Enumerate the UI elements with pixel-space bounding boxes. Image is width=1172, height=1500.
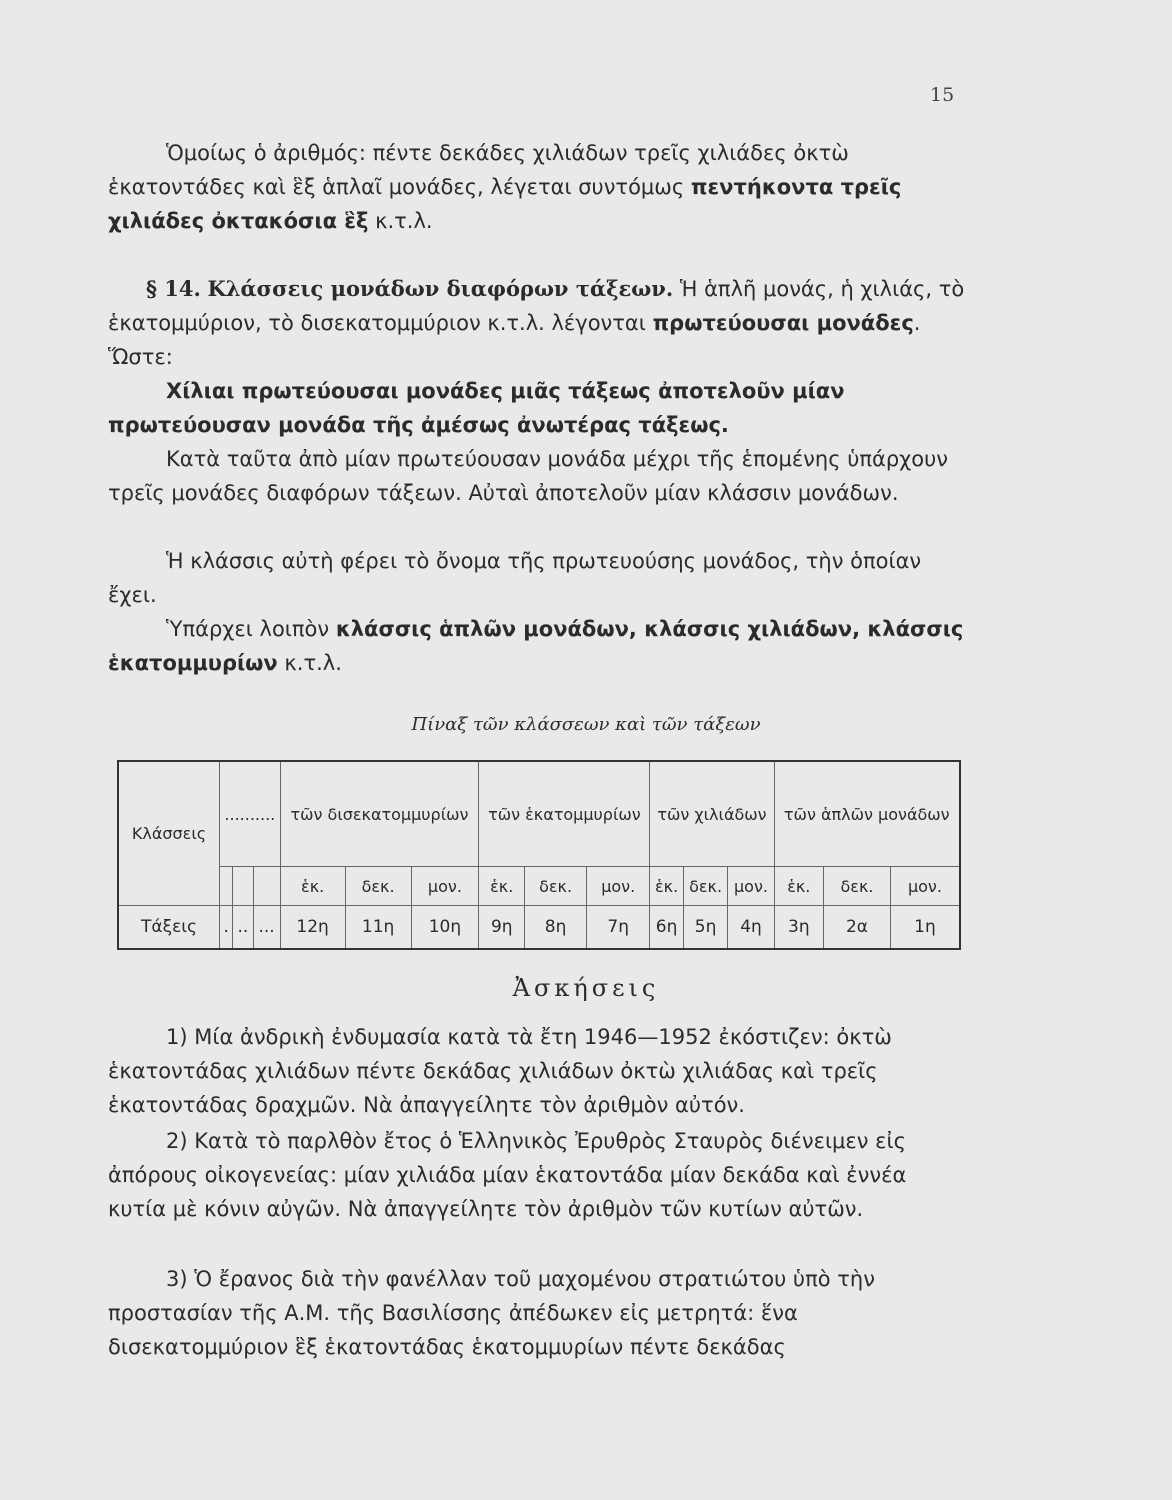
order-cell: 3η (774, 906, 824, 950)
intro-paragraph (108, 136, 968, 238)
order-cell: 8η (525, 906, 587, 950)
paragraph-klassis: Ἡ κλάσσις αὐτὴ φέρει τὸ ὄνομα τῆς πρωτευούσης μονάδος, τὴν ὁποίαν ἔχει. (108, 549, 922, 607)
order-dots: .. (233, 906, 253, 950)
sub-tens: δεκ. (683, 867, 728, 906)
sub-hundreds: ἑκ. (774, 867, 824, 906)
order-dots: . (220, 906, 233, 950)
intro-text: Ὁμοίως ὁ ἀριθμός: πέντε δεκάδες χιλιάδων τρεῖς χιλιάδες ὀκτὼ ἑκατοντάδες καὶ ἓξ ἁπλαῖ μονάδες, λέγεται συντόμως (108, 141, 849, 199)
yparxei-text: Ὑπάρχει λοιπὸν (166, 617, 336, 641)
sub-units: μον. (890, 867, 960, 906)
order-cell: 7η (586, 906, 650, 950)
sub-hundreds: ἑκ. (479, 867, 525, 906)
class-millions: τῶν ἑκατομμυρίων (479, 761, 650, 867)
classes-label: Κλάσσεις (118, 761, 220, 906)
order-cell: 5η (683, 906, 728, 950)
section-title: Κλάσσεις μονάδων διαφόρων τάξεων. (207, 276, 674, 301)
exercise-1: 1) Μία ἀνδρικὴ ἐνδυμασία κατὰ τὰ ἔτη 1946—1952 ἐκόστιζεν: ὀκτὼ ἑκατοντάδας χιλιάδων πέντε δεκάδας χιλιάδων ὀκτὼ χιλιάδας καὶ τρεῖς ἑκατοντάδας δραχμῶν. Νὰ ἀπαγγείλητε τὸν ἀριθμὸν αὐτόν. (108, 1025, 892, 1117)
yparxei-suffix: κ.τ.λ. (277, 651, 342, 675)
order-cell: 6η (650, 906, 683, 950)
rule-paragraph: Χίλιαι πρωτεύουσαι μονάδες μιᾶς τάξεως ἀποτελοῦν μίαν πρωτεύουσαν μονάδα τῆς ἀμέσως ἀνωτέρας τάξεως. (108, 379, 845, 437)
sub-empty (220, 867, 233, 906)
order-cell: 10η (411, 906, 479, 950)
order-cell: 1η (890, 906, 960, 950)
paragraph-kata-tauta: Κατὰ ταῦτα ἀπὸ μίαν πρωτεύουσαν μονάδα μέχρι τῆς ἑπομένης ὑπάρχουν τρεῖς μονάδες διαφόρων τάξεων. Αὐταὶ ἀποτελοῦν μίαν κλάσσιν μονάδων. (108, 447, 949, 505)
classes-table (117, 760, 961, 950)
exercise-3: 3) Ὁ ἔρανος διὰ τὴν φανέλλαν τοῦ μαχομένου στρατιώτου ὑπὸ τὴν προστασίαν τῆς Α.Μ. τῆς Βασιλίσσης ἀπέδωκεν εἰς μετρητά: ἕνα δισεκατομμύριον ἓξ ἑκατοντάδας ἑκατομμυρίων πέντε δεκάδας (108, 1267, 875, 1359)
exercises-heading: Ἀσκήσεις (512, 974, 660, 1002)
table-header-row (118, 761, 960, 867)
section-text-end: . Ὥστε: (108, 311, 921, 369)
sub-empty (253, 867, 280, 906)
sub-tens: δεκ. (525, 867, 587, 906)
class-units: τῶν ἁπλῶν μονάδων (774, 761, 960, 867)
sub-units: μον. (411, 867, 479, 906)
intro-bold-number: πεντήκοντα τρεῖς χιλιάδες ὀκτακόσια ἓξ (108, 175, 902, 233)
sub-units: μον. (586, 867, 650, 906)
dots-class-cell: .......... (220, 761, 281, 867)
sub-empty (233, 867, 253, 906)
class-thousands: τῶν χιλιάδων (650, 761, 774, 867)
order-dots: ... (253, 906, 280, 950)
table-caption: Πίναξ τῶν κλάσσεων καὶ τῶν τάξεων (411, 714, 761, 735)
order-cell: 2α (824, 906, 891, 950)
section-bold-term: πρωτεύουσαι μονάδες (652, 311, 914, 335)
section-number: § 14. (146, 276, 201, 301)
orders-label: Τάξεις (118, 906, 220, 950)
section-text: Ἡ ἁπλῆ μονάς, ἡ χιλιάς, τὸ ἑκατομμύριον, τὸ δισεκατομμύριον κ.τ.λ. λέγονται (108, 277, 965, 335)
sub-hundreds: ἑκ. (280, 867, 345, 906)
paragraph-yparxei (108, 612, 968, 680)
page-number: 15 (930, 84, 955, 106)
order-cell: 11η (345, 906, 411, 950)
sub-tens: δεκ. (345, 867, 411, 906)
orders-row (118, 906, 960, 950)
section-14-paragraph (108, 272, 968, 374)
sub-tens: δεκ. (824, 867, 891, 906)
order-cell: 9η (479, 906, 525, 950)
order-cell: 4η (728, 906, 774, 950)
exercise-2: 2) Κατὰ τὸ παρλθὸν ἔτος ὁ Ἑλληνικὸς Ἐρυθρὸς Σταυρὸς διένειμεν εἰς ἀπόρους οἰκογενείας: μίαν χιλιάδα μίαν ἑκατοντάδα μίαν δεκάδα καὶ ἐννέα κυτία μὲ κόνιν αὐγῶν. Νὰ ἀπαγγείλητε τὸν ἀριθμὸν τῶν κυτίων αὐτῶν. (108, 1129, 907, 1221)
order-cell: 12η (280, 906, 345, 950)
sub-units: μον. (728, 867, 774, 906)
yparxei-bold: κλάσσις ἁπλῶν μονάδων, κλάσσις χιλιάδων, κλάσσις ἑκατομμυρίων (108, 617, 964, 675)
sub-hundreds: ἑκ. (650, 867, 683, 906)
class-billions: τῶν δισεκατομμυρίων (280, 761, 479, 867)
intro-suffix: κ.τ.λ. (368, 209, 433, 233)
table-subheader-row (118, 867, 960, 906)
